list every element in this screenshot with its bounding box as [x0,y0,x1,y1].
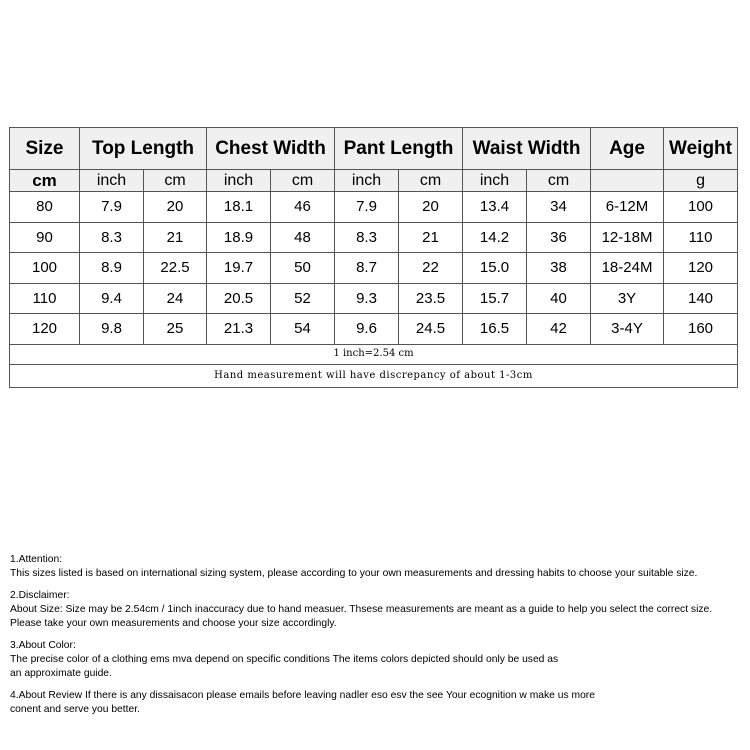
conversion-note-row [10,344,738,364]
attention-note [10,553,748,581]
table-cell: 120 [10,314,80,345]
discrepancy-note-row [10,364,738,387]
unit-row [10,170,738,192]
table-cell: 52 [271,283,335,314]
table-cell: 23.5 [399,283,463,314]
header-pant-length: Pant Length [335,128,463,170]
color-note [10,639,748,681]
color-text-1: The precise color of a clothing ems mva depend on specific conditions The items colors depicted should only be used as [10,654,559,665]
header-weight: Weight [664,128,738,170]
table-cell: 9.4 [80,283,144,314]
table-cell: 12-18M [591,222,664,253]
table-cell: 9.3 [335,283,399,314]
table-row [10,192,738,223]
disclaimer-text-1: About Size: Size may be 2.54cm / 1inch inaccuracy due to hand measuer. Thsese measurements are meant as a guide to help you select the correct size. [10,604,713,615]
attention-text: This sizes listed is based on international sizing system, please according to your own measurements and dressing habits to choose your suitable size. [10,568,698,579]
table-row [10,314,738,345]
table-cell: 36 [527,222,591,253]
discrepancy-note: Hand measurement will have discrepancy of about 1-3cm [10,364,738,387]
table-cell: 15.7 [463,283,527,314]
table-cell: 18.1 [207,192,271,223]
table-cell: 160 [664,314,738,345]
table-cell: 90 [10,222,80,253]
color-text-2: an approximate guide. [10,668,112,679]
table-cell: 54 [271,314,335,345]
table-cell: 18-24M [591,253,664,284]
table-cell: 38 [527,253,591,284]
table-cell: 20 [399,192,463,223]
notes-section [10,553,748,725]
unit-chest-inch: inch [207,170,271,192]
table-cell: 13.4 [463,192,527,223]
table-cell: 40 [527,283,591,314]
table-cell: 8.9 [80,253,144,284]
unit-pant-cm: cm [399,170,463,192]
size-chart-table [9,127,738,388]
unit-age [591,170,664,192]
table-cell: 110 [664,222,738,253]
unit-top-cm: cm [144,170,207,192]
table-cell: 20.5 [207,283,271,314]
review-text-1: 4.About Review If there is any dissaisacon please emails before leaving nadler eso esv the see Your ecognition w make us more [10,690,595,701]
table-cell: 21 [399,222,463,253]
table-cell: 6-12M [591,192,664,223]
table-cell: 42 [527,314,591,345]
table-cell: 19.7 [207,253,271,284]
table-cell: 8.3 [335,222,399,253]
table-cell: 22 [399,253,463,284]
table-cell: 3Y [591,283,664,314]
table-cell: 25 [144,314,207,345]
table-row [10,222,738,253]
table-cell: 9.6 [335,314,399,345]
table-cell: 15.0 [463,253,527,284]
table-cell: 18.9 [207,222,271,253]
header-size: Size [10,128,80,170]
table-cell: 21.3 [207,314,271,345]
disclaimer-title: 2.Disclaimer: [10,590,70,601]
table-cell: 16.5 [463,314,527,345]
unit-weight: g [664,170,738,192]
conversion-note: 1 inch=2.54 cm [10,344,738,364]
table-cell: 110 [10,283,80,314]
table-cell: 80 [10,192,80,223]
table-cell: 3-4Y [591,314,664,345]
header-top-length: Top Length [80,128,207,170]
table-cell: 48 [271,222,335,253]
unit-waist-inch: inch [463,170,527,192]
table-cell: 100 [10,253,80,284]
color-title: 3.About Color: [10,640,76,651]
table-cell: 120 [664,253,738,284]
unit-size: cm [10,170,80,192]
table-row [10,253,738,284]
unit-top-inch: inch [80,170,144,192]
table-cell: 24.5 [399,314,463,345]
review-note [10,689,748,717]
table-cell: 34 [527,192,591,223]
disclaimer-note [10,589,748,631]
table-row [10,283,738,314]
table-cell: 140 [664,283,738,314]
review-text-2: conent and serve you better. [10,704,140,715]
table-cell: 22.5 [144,253,207,284]
table-cell: 46 [271,192,335,223]
unit-waist-cm: cm [527,170,591,192]
table-cell: 50 [271,253,335,284]
header-waist-width: Waist Width [463,128,591,170]
header-chest-width: Chest Width [207,128,335,170]
table-cell: 20 [144,192,207,223]
table-cell: 7.9 [335,192,399,223]
disclaimer-text-2: Please take your own measurements and choose your size accordingly. [10,618,337,629]
table-cell: 9.8 [80,314,144,345]
table-cell: 7.9 [80,192,144,223]
header-age: Age [591,128,664,170]
table-cell: 100 [664,192,738,223]
table-cell: 14.2 [463,222,527,253]
table-cell: 21 [144,222,207,253]
table-cell: 8.7 [335,253,399,284]
table-cell: 24 [144,283,207,314]
table-cell: 8.3 [80,222,144,253]
table-body [10,128,738,388]
header-row [10,128,738,170]
unit-pant-inch: inch [335,170,399,192]
attention-title: 1.Attention: [10,554,63,565]
unit-chest-cm: cm [271,170,335,192]
